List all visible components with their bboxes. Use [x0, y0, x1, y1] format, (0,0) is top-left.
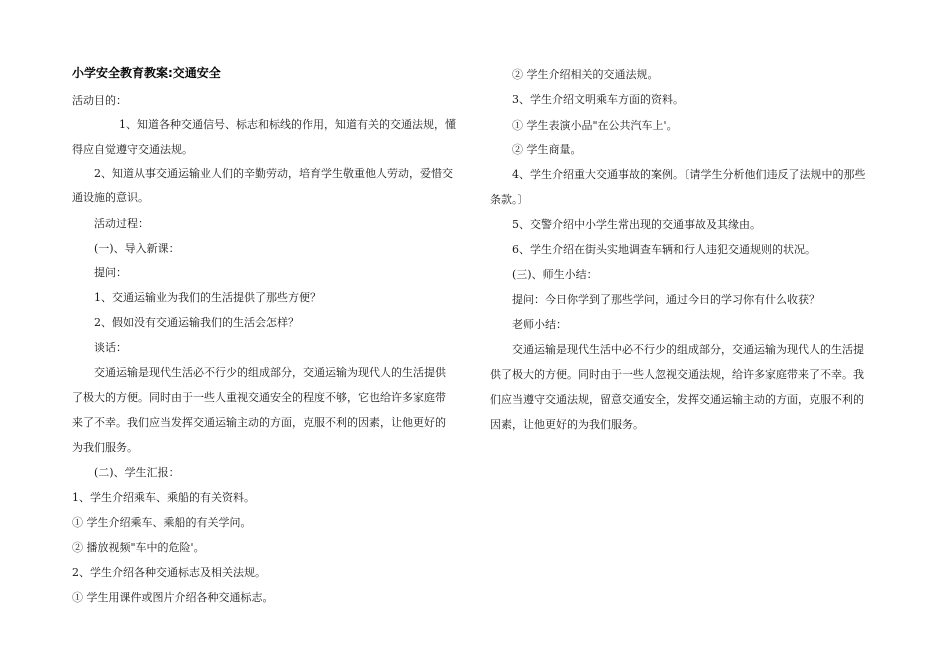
text-line: 活动目的： [72, 94, 127, 107]
text-line: 1、交通运输业为我们的生活提供了那些方便？ [94, 291, 321, 304]
text-line: 了极大的方便。同时由于一些人重视交通安全的程度不够，它也给许多家庭带 [72, 391, 446, 404]
text-line: 交通运输是现代生活必不行少的组成部分，交通运输为现代人的生活提供 [94, 366, 446, 379]
text-line: 1、学生介绍乘车、乘船的有关资料。 [72, 491, 255, 504]
text-line: ① 学生用课件或图片介绍各种交通标志。 [72, 591, 274, 604]
text-line: 来了不幸。我们应当发挥交通运输主动的方面，克服不利的因素，让他更好的 [72, 416, 446, 429]
text-line: 老师小结： [512, 318, 567, 331]
text-line: 为我们服务。 [72, 441, 138, 454]
text-line: 供了极大的方便。同时由于一些人忽视交通法规，给许多家庭带来了不幸。我 [490, 368, 864, 381]
text-line: 2、知道从事交通运输业人们的辛勤劳动，培育学生敬重他人劳动，爱惜交 [94, 167, 453, 180]
text-line: 1、知道各种交通信号、标志和标线的作用，知道有关的交通法规，懂 [119, 118, 456, 131]
document-title: 小学安全教育教案:交通安全 [72, 66, 221, 80]
text-line: 交通运输是现代生活中必不行少的组成部分，交通运输为现代人的生活提 [512, 343, 864, 356]
text-line: 们应当遵守交通法规，留意交通安全，发挥交通运输主动的方面，克服不利的 [490, 393, 864, 406]
text-line: 提问： [94, 266, 127, 279]
section-heading: (一)、导入新课： [94, 242, 180, 255]
text-line: 因素，让他更好的为我们服务。 [490, 418, 644, 431]
text-line: 6、学生介绍在街头实地调查车辆和行人违犯交通规则的状况。 [512, 243, 816, 256]
section-heading: (三)、师生小结： [512, 268, 598, 281]
text-line: ① 学生表演小品"在公共汽车上'。 [512, 119, 678, 132]
text-line: 通设施的意识。 [72, 191, 149, 204]
text-line: ② 播放视频"车中的危险'。 [72, 541, 205, 554]
text-line: 活动过程： [94, 217, 149, 230]
text-line: 3、学生介绍文明乘车方面的资料。 [512, 93, 684, 106]
text-line: 5、交警介绍中小学生常出现的交通事故及其缘由。 [512, 218, 761, 231]
text-line: 2、学生介绍各种交通标志及相关法规。 [72, 566, 266, 579]
text-line: 2、假如没有交通运输我们的生活会怎样？ [94, 316, 299, 329]
text-line: ① 学生介绍乘车、乘船的有关学问。 [72, 516, 252, 529]
text-line: ② 学生介绍相关的交通法规。 [512, 68, 659, 81]
text-line: 4、学生介绍重大交通事故的案例。〔请学生分析他们违反了法规中的那些 [512, 168, 866, 181]
text-line: 条款。〕 [490, 193, 529, 206]
section-heading: (二)、学生汇报： [94, 466, 180, 479]
text-line: 谈话： [94, 341, 127, 354]
text-line: ② 学生商量。 [512, 143, 582, 156]
text-line: 得应自觉遵守交通法规。 [72, 143, 193, 156]
text-line: 提问：今日你学到了那些学问，通过今日的学习你有什么收获？ [512, 293, 820, 306]
